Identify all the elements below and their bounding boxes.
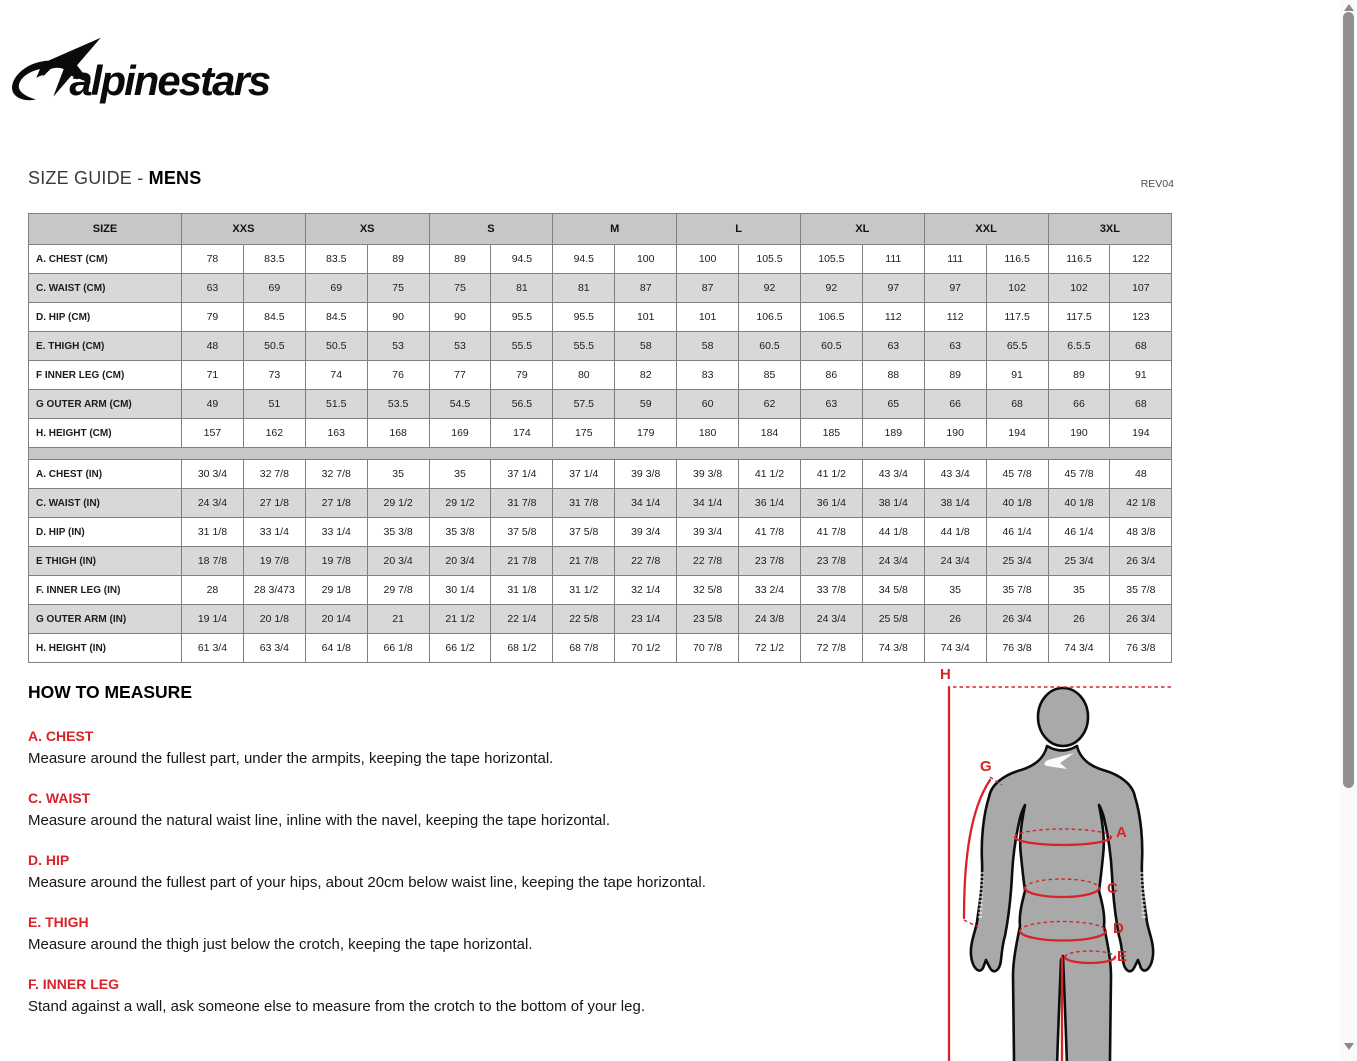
measurement-cell: 102 <box>1048 274 1110 303</box>
table-row <box>29 274 1172 303</box>
measurement-cell: 38 1/4 <box>924 489 986 518</box>
measurement-cell: 69 <box>243 274 305 303</box>
measurement-cell: 107 <box>1110 274 1172 303</box>
how-to-measure-section <box>28 682 868 1038</box>
measurement-cell: 19 7/8 <box>305 547 367 576</box>
measurement-cell: 162 <box>243 419 305 448</box>
measurement-cell: 24 3/8 <box>739 605 801 634</box>
measurement-cell: 81 <box>553 274 615 303</box>
measurement-cell: 82 <box>615 361 677 390</box>
measurement-cell: 26 <box>924 605 986 634</box>
measurement-cell: 30 1/4 <box>429 576 491 605</box>
measurement-cell: 194 <box>986 419 1048 448</box>
measurement-cell: 76 <box>367 361 429 390</box>
measurement-cell: 75 <box>429 274 491 303</box>
measurement-cell: 63 <box>862 332 924 361</box>
measurement-cell: 20 3/4 <box>429 547 491 576</box>
measurement-cell: 190 <box>1048 419 1110 448</box>
page-title: SIZE GUIDE - MENS <box>28 168 202 188</box>
measurement-cell: 72 1/2 <box>739 634 801 663</box>
table-row <box>29 332 1172 361</box>
measurement-cell: 64 1/8 <box>305 634 367 663</box>
how-to-measure-heading: HOW TO MEASURE <box>28 682 192 702</box>
measurement-cell: 89 <box>367 245 429 274</box>
measurement-cell: 41 7/8 <box>800 518 862 547</box>
measurement-cell: 72 7/8 <box>800 634 862 663</box>
measurement-cell: 105.5 <box>800 245 862 274</box>
measurement-cell: 58 <box>677 332 739 361</box>
table-row <box>29 489 1172 518</box>
row-label: H. HEIGHT (CM) <box>29 419 182 448</box>
measurement-cell: 157 <box>182 419 244 448</box>
measurement-cell: 32 5/8 <box>677 576 739 605</box>
measurement-cell: 81 <box>491 274 553 303</box>
measurement-cell: 23 7/8 <box>800 547 862 576</box>
size-header-m: M <box>553 214 677 245</box>
measurement-cell: 37 5/8 <box>491 518 553 547</box>
measure-instruction-text: Measure around the thigh just below the crotch, keeping the tape horizontal. <box>28 936 533 953</box>
measurement-cell: 83.5 <box>305 245 367 274</box>
row-label: F. INNER LEG (IN) <box>29 576 182 605</box>
measurement-cell: 71 <box>182 361 244 390</box>
measurement-cell: 20 3/4 <box>367 547 429 576</box>
measurement-cell: 57.5 <box>553 390 615 419</box>
measure-instruction-block <box>28 852 868 892</box>
measurement-cell: 66 1/2 <box>429 634 491 663</box>
measurement-cell: 22 5/8 <box>553 605 615 634</box>
measurement-cell: 23 7/8 <box>739 547 801 576</box>
measurement-cell: 28 3/473 <box>243 576 305 605</box>
table-header-row <box>29 214 1172 245</box>
measurement-cell: 77 <box>429 361 491 390</box>
measurement-cell: 75 <box>367 274 429 303</box>
measurement-cell: 66 <box>924 390 986 419</box>
measurement-cell: 117.5 <box>986 303 1048 332</box>
measurement-cell: 83 <box>677 361 739 390</box>
measurement-cell: 48 <box>1110 460 1172 489</box>
row-label: C. WAIST (IN) <box>29 489 182 518</box>
measurement-cell: 89 <box>429 245 491 274</box>
row-label: E THIGH (IN) <box>29 547 182 576</box>
measurement-cell: 44 1/8 <box>862 518 924 547</box>
measurement-cell: 33 2/4 <box>739 576 801 605</box>
measurement-cell: 184 <box>739 419 801 448</box>
unit-separator-row <box>29 448 1172 460</box>
row-label: D. HIP (IN) <box>29 518 182 547</box>
row-label: E. THIGH (CM) <box>29 332 182 361</box>
measurement-cell: 74 3/8 <box>862 634 924 663</box>
measurement-cell: 60 <box>677 390 739 419</box>
table-row <box>29 547 1172 576</box>
size-header-xxs: XXS <box>182 214 306 245</box>
diagram-label-h: H <box>940 666 951 683</box>
measurement-cell: 21 7/8 <box>553 547 615 576</box>
measurement-cell: 180 <box>677 419 739 448</box>
measurement-cell: 41 1/2 <box>739 460 801 489</box>
measurement-cell: 46 1/4 <box>1048 518 1110 547</box>
table-row <box>29 303 1172 332</box>
measurement-cell: 22 7/8 <box>677 547 739 576</box>
measurement-cell: 116.5 <box>1048 245 1110 274</box>
measurement-cell: 87 <box>615 274 677 303</box>
measurement-cell: 33 1/4 <box>305 518 367 547</box>
measurement-cell: 68 <box>1110 332 1172 361</box>
measurement-cell: 63 3/4 <box>243 634 305 663</box>
measurement-cell: 23 5/8 <box>677 605 739 634</box>
measurement-cell: 34 1/4 <box>615 489 677 518</box>
measurement-diagram <box>920 660 1182 1061</box>
measurement-cell: 39 3/8 <box>677 460 739 489</box>
measurement-cell: 185 <box>800 419 862 448</box>
measurement-cell: 90 <box>429 303 491 332</box>
size-header-xs: XS <box>305 214 429 245</box>
diagram-label-c: C <box>1107 880 1118 897</box>
measurement-cell: 31 7/8 <box>491 489 553 518</box>
size-header-xxl: XXL <box>924 214 1048 245</box>
measurement-cell: 68 <box>986 390 1048 419</box>
row-label: C. WAIST (CM) <box>29 274 182 303</box>
measurement-cell: 39 3/8 <box>615 460 677 489</box>
size-header-s: S <box>429 214 553 245</box>
measurement-cell: 24 3/4 <box>182 489 244 518</box>
measurement-cell: 35 <box>1048 576 1110 605</box>
diagram-label-d: D <box>1113 920 1124 937</box>
row-label: A. CHEST (CM) <box>29 245 182 274</box>
measurement-cell: 41 7/8 <box>739 518 801 547</box>
table-row <box>29 245 1172 274</box>
measurement-cell: 29 1/2 <box>429 489 491 518</box>
measurement-cell: 39 3/4 <box>677 518 739 547</box>
measurement-cell: 44 1/8 <box>924 518 986 547</box>
measure-instruction-text: Measure around the fullest part, under the armpits, keeping the tape horizontal. <box>28 750 554 767</box>
table-row <box>29 518 1172 547</box>
measurement-cell: 84.5 <box>305 303 367 332</box>
measurement-cell: 69 <box>305 274 367 303</box>
measurement-cell: 28 <box>182 576 244 605</box>
measurement-cell: 33 1/4 <box>243 518 305 547</box>
measurement-cell: 89 <box>1048 361 1110 390</box>
measurement-cell: 65.5 <box>986 332 1048 361</box>
measurement-cell: 168 <box>367 419 429 448</box>
table-row <box>29 576 1172 605</box>
body-figure-illustration <box>920 660 1180 1061</box>
measurement-cell: 60.5 <box>800 332 862 361</box>
measurement-cell: 53.5 <box>367 390 429 419</box>
measurement-cell: 29 7/8 <box>367 576 429 605</box>
measurement-cell: 18 7/8 <box>182 547 244 576</box>
scroll-down-icon[interactable] <box>1344 1043 1354 1050</box>
measurement-cell: 106.5 <box>739 303 801 332</box>
measurement-cell: 79 <box>491 361 553 390</box>
measurement-cell: 101 <box>615 303 677 332</box>
measurement-cell: 55.5 <box>491 332 553 361</box>
measurement-cell: 87 <box>677 274 739 303</box>
measurement-cell: 66 1/8 <box>367 634 429 663</box>
measure-instruction-title: E. THIGH <box>28 914 89 930</box>
measure-instruction-text: Stand against a wall, ask someone else to measure from the crotch to the bottom of your leg. <box>28 998 645 1015</box>
measurement-cell: 54.5 <box>429 390 491 419</box>
measurement-cell: 122 <box>1110 245 1172 274</box>
measurement-cell: 100 <box>615 245 677 274</box>
measurement-cell: 35 <box>367 460 429 489</box>
measure-instruction-title: A. CHEST <box>28 728 94 744</box>
measurement-cell: 123 <box>1110 303 1172 332</box>
measure-instruction-text: Measure around the natural waist line, inline with the navel, keeping the tape horizontal. <box>28 812 611 829</box>
scrollbar-thumb[interactable] <box>1343 12 1354 788</box>
measurement-cell: 35 3/8 <box>367 518 429 547</box>
size-header-3xl: 3XL <box>1048 214 1172 245</box>
measurement-cell: 74 <box>305 361 367 390</box>
head <box>1038 688 1088 746</box>
measurement-cell: 97 <box>862 274 924 303</box>
measurement-cell: 26 3/4 <box>1110 605 1172 634</box>
measurement-cell: 62 <box>739 390 801 419</box>
measurement-cell: 60.5 <box>739 332 801 361</box>
measurement-cell: 40 1/8 <box>986 489 1048 518</box>
measurement-cell: 41 1/2 <box>800 460 862 489</box>
measurement-cell: 97 <box>924 274 986 303</box>
measurement-cell: 59 <box>615 390 677 419</box>
measure-instruction-title: D. HIP <box>28 852 70 868</box>
measurement-cell: 26 3/4 <box>986 605 1048 634</box>
measurement-cell: 42 1/8 <box>1110 489 1172 518</box>
measurement-cell: 65 <box>862 390 924 419</box>
measurement-cell: 51.5 <box>305 390 367 419</box>
measurement-cell: 35 <box>429 460 491 489</box>
measurement-cell: 90 <box>367 303 429 332</box>
measurement-cell: 19 1/4 <box>182 605 244 634</box>
revision-label: REV04 <box>1140 178 1174 190</box>
measurement-cell: 95.5 <box>553 303 615 332</box>
measurement-cell: 88 <box>862 361 924 390</box>
measurement-cell: 30 3/4 <box>182 460 244 489</box>
size-header-xl: XL <box>800 214 924 245</box>
measurement-cell: 101 <box>677 303 739 332</box>
measurement-cell: 50.5 <box>305 332 367 361</box>
measurement-cell: 86 <box>800 361 862 390</box>
measurement-cell: 35 7/8 <box>1110 576 1172 605</box>
measurement-cell: 22 7/8 <box>615 547 677 576</box>
measurement-cell: 163 <box>305 419 367 448</box>
measurement-cell: 84.5 <box>243 303 305 332</box>
measurement-cell: 117.5 <box>1048 303 1110 332</box>
row-label: D. HIP (CM) <box>29 303 182 332</box>
measure-instruction-block <box>28 790 868 830</box>
measurement-cell: 74 3/4 <box>1048 634 1110 663</box>
vertical-scrollbar[interactable] <box>1340 0 1357 1061</box>
measurement-cell: 66 <box>1048 390 1110 419</box>
measurement-cell: 38 1/4 <box>862 489 924 518</box>
measurement-cell: 89 <box>924 361 986 390</box>
alpinestars-logo <box>8 34 298 110</box>
measurement-cell: 21 <box>367 605 429 634</box>
measurement-cell: 25 3/4 <box>986 547 1048 576</box>
measurement-cell: 53 <box>367 332 429 361</box>
measurement-cell: 68 7/8 <box>553 634 615 663</box>
measurement-cell: 22 1/4 <box>491 605 553 634</box>
measurement-cell: 175 <box>553 419 615 448</box>
measurement-cell: 95.5 <box>491 303 553 332</box>
measurement-cell: 25 3/4 <box>1048 547 1110 576</box>
measurement-cell: 169 <box>429 419 491 448</box>
measurement-cell: 194 <box>1110 419 1172 448</box>
measurement-cell: 39 3/4 <box>615 518 677 547</box>
measurement-cell: 56.5 <box>491 390 553 419</box>
table-row <box>29 390 1172 419</box>
measurement-cell: 21 7/8 <box>491 547 553 576</box>
measurement-cell: 68 1/2 <box>491 634 553 663</box>
measurement-cell: 37 1/4 <box>491 460 553 489</box>
measurement-cell: 102 <box>986 274 1048 303</box>
measure-instruction-block <box>28 976 868 1016</box>
measurement-cell: 43 3/4 <box>924 460 986 489</box>
measurement-cell: 31 1/8 <box>182 518 244 547</box>
svg-text:alpinestars: alpinestars <box>69 56 270 104</box>
measurement-cell: 83.5 <box>243 245 305 274</box>
measurement-cell: 189 <box>862 419 924 448</box>
measure-instruction-block <box>28 728 868 768</box>
measurement-cell: 100 <box>677 245 739 274</box>
table-row <box>29 361 1172 390</box>
measurement-cell: 32 7/8 <box>243 460 305 489</box>
measurement-cell: 37 5/8 <box>553 518 615 547</box>
measurement-cell: 85 <box>739 361 801 390</box>
size-column-header: SIZE <box>29 214 182 245</box>
measurement-cell: 112 <box>862 303 924 332</box>
measurement-cell: 43 3/4 <box>862 460 924 489</box>
measurement-cell: 26 3/4 <box>1110 547 1172 576</box>
measurement-cell: 94.5 <box>553 245 615 274</box>
diagram-label-e: E <box>1117 948 1128 965</box>
measurement-cell: 21 1/2 <box>429 605 491 634</box>
measurement-cell: 179 <box>615 419 677 448</box>
measurement-cell: 112 <box>924 303 986 332</box>
measurement-cell: 24 3/4 <box>862 547 924 576</box>
measurement-cell: 63 <box>182 274 244 303</box>
measurement-cell: 35 3/8 <box>429 518 491 547</box>
measurement-cell: 34 1/4 <box>677 489 739 518</box>
measurement-cell: 24 3/4 <box>924 547 986 576</box>
measurement-cell: 79 <box>182 303 244 332</box>
measurement-cell: 61 3/4 <box>182 634 244 663</box>
measurement-cell: 190 <box>924 419 986 448</box>
measurement-cell: 45 7/8 <box>1048 460 1110 489</box>
measurement-cell: 73 <box>243 361 305 390</box>
diagram-label-g: G <box>980 758 992 775</box>
measurement-cell: 34 5/8 <box>862 576 924 605</box>
measure-instruction-text: Measure around the fullest part of your hips, about 20cm below waist line, keeping the tape horizontal. <box>28 874 706 891</box>
measurement-cell: 53 <box>429 332 491 361</box>
size-header-l: L <box>677 214 801 245</box>
alpinestars-star-icon <box>8 34 298 110</box>
measurement-cell: 36 1/4 <box>739 489 801 518</box>
row-label: H. HEIGHT (IN) <box>29 634 182 663</box>
table-row <box>29 634 1172 663</box>
measurement-cell: 6.5.5 <box>1048 332 1110 361</box>
row-label: F INNER LEG (CM) <box>29 361 182 390</box>
measurement-cell: 68 <box>1110 390 1172 419</box>
row-label: G OUTER ARM (IN) <box>29 605 182 634</box>
measurement-cell: 63 <box>800 390 862 419</box>
measurement-cell: 78 <box>182 245 244 274</box>
table-row <box>29 419 1172 448</box>
measurement-cell: 32 1/4 <box>615 576 677 605</box>
measurement-cell: 116.5 <box>986 245 1048 274</box>
row-label: A. CHEST (IN) <box>29 460 182 489</box>
row-label: G OUTER ARM (CM) <box>29 390 182 419</box>
measurement-cell: 74 3/4 <box>924 634 986 663</box>
measurement-cell: 35 7/8 <box>986 576 1048 605</box>
measurement-cell: 33 7/8 <box>800 576 862 605</box>
measurement-cell: 50.5 <box>243 332 305 361</box>
measurement-cell: 111 <box>924 245 986 274</box>
measurement-cell: 105.5 <box>739 245 801 274</box>
measurement-cell: 46 1/4 <box>986 518 1048 547</box>
measurement-cell: 70 7/8 <box>677 634 739 663</box>
measurement-cell: 92 <box>739 274 801 303</box>
measurement-cell: 29 1/8 <box>305 576 367 605</box>
measurement-cell: 48 <box>182 332 244 361</box>
measurement-cell: 70 1/2 <box>615 634 677 663</box>
measurement-cell: 29 1/2 <box>367 489 429 518</box>
diagram-label-a: A <box>1116 824 1127 841</box>
measurement-cell: 31 1/8 <box>491 576 553 605</box>
measurement-cell: 26 <box>1048 605 1110 634</box>
measurement-cell: 27 1/8 <box>305 489 367 518</box>
measurement-cell: 91 <box>986 361 1048 390</box>
measurement-cell: 106.5 <box>800 303 862 332</box>
measurement-cell: 80 <box>553 361 615 390</box>
measurement-cell: 23 1/4 <box>615 605 677 634</box>
measurement-cell: 45 7/8 <box>986 460 1048 489</box>
measurement-cell: 174 <box>491 419 553 448</box>
measurement-cell: 94.5 <box>491 245 553 274</box>
measure-instruction-title: F. INNER LEG <box>28 976 120 992</box>
measurement-cell: 31 1/2 <box>553 576 615 605</box>
measurement-cell: 49 <box>182 390 244 419</box>
measurement-cell: 32 7/8 <box>305 460 367 489</box>
measurement-cell: 31 7/8 <box>553 489 615 518</box>
table-row <box>29 460 1172 489</box>
measurement-cell: 25 5/8 <box>862 605 924 634</box>
size-table <box>28 213 1172 663</box>
measurement-cell: 111 <box>862 245 924 274</box>
measure-instruction-title: C. WAIST <box>28 790 91 806</box>
measurement-cell: 27 1/8 <box>243 489 305 518</box>
scroll-up-icon[interactable] <box>1344 4 1354 11</box>
measurement-cell: 40 1/8 <box>1048 489 1110 518</box>
measurement-cell: 55.5 <box>553 332 615 361</box>
measurement-cell: 36 1/4 <box>800 489 862 518</box>
measurement-cell: 76 3/8 <box>1110 634 1172 663</box>
measurement-cell: 92 <box>800 274 862 303</box>
measurement-cell: 58 <box>615 332 677 361</box>
measurement-cell: 51 <box>243 390 305 419</box>
measurement-cell: 35 <box>924 576 986 605</box>
measurement-cell: 19 7/8 <box>243 547 305 576</box>
measurement-cell: 63 <box>924 332 986 361</box>
measurement-cell: 76 3/8 <box>986 634 1048 663</box>
measurement-cell: 37 1/4 <box>553 460 615 489</box>
measurement-cell: 91 <box>1110 361 1172 390</box>
measurement-cell: 48 3/8 <box>1110 518 1172 547</box>
measurement-cell: 20 1/4 <box>305 605 367 634</box>
table-row <box>29 605 1172 634</box>
measurement-cell: 24 3/4 <box>800 605 862 634</box>
measurement-cell: 20 1/8 <box>243 605 305 634</box>
measure-instruction-block <box>28 914 868 954</box>
